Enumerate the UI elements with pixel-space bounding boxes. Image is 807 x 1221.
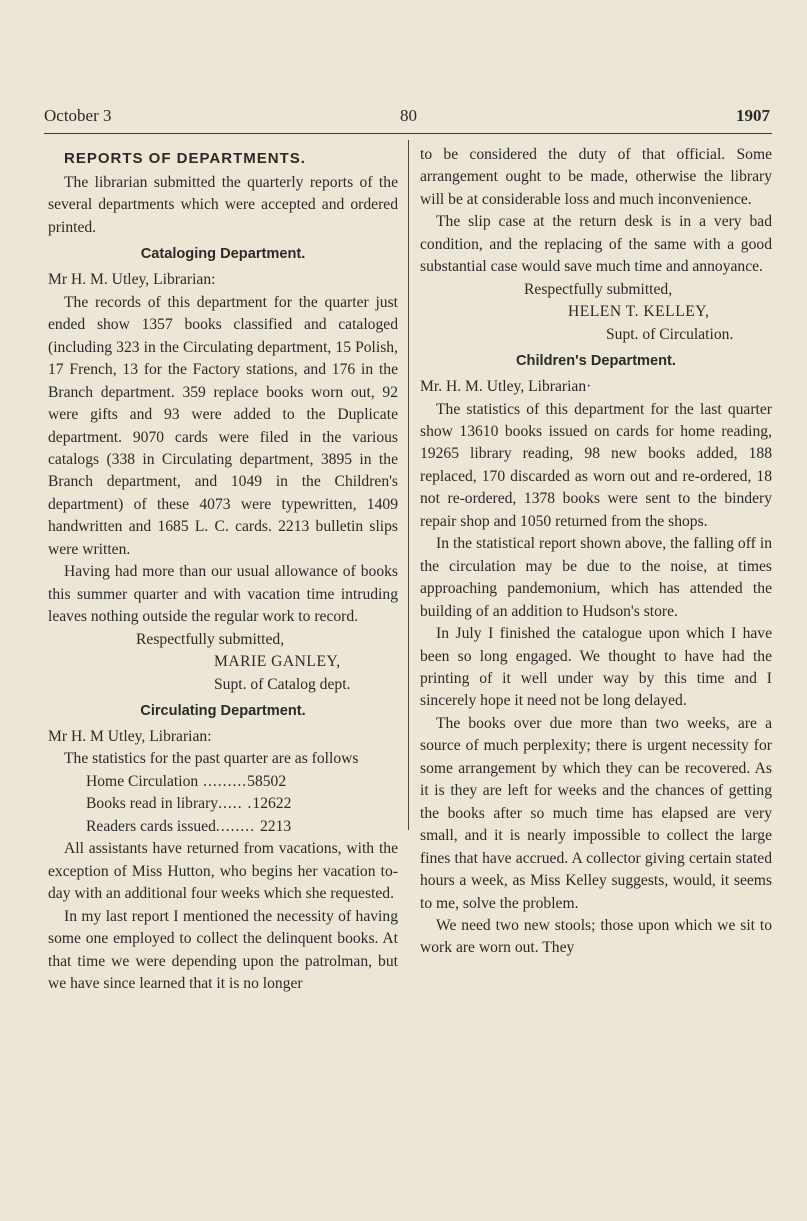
cataloging-signer-title: Supt. of Catalog dept. <box>214 675 351 693</box>
left-column <box>48 144 398 995</box>
page-header <box>44 104 770 132</box>
circulating-signer-title: Supt. of Circulation. <box>606 325 734 343</box>
circulating-signer: HELEN T. KELLEY, <box>568 303 710 321</box>
stats-leader: ..... . <box>218 795 253 813</box>
cataloging-dept-title: Cataloging Department. <box>140 246 306 263</box>
intro-paragraph: The librarian submitted the quarterly reports of the several departments which were accepted and ordered printed. <box>48 174 398 236</box>
stats-row <box>48 793 398 815</box>
cataloging-signer: MARIE GANLEY, <box>214 653 341 671</box>
childrens-paragraph-1: The statistics of this department for the last quarter show 13610 books issued on cards for home reading, 19265 library reading, 98 new books added, 188 replaced, 170 discarded as worn out and re-ordered, 18 not re-ordered, 1378 books were sent to the bindery repair shop and 1050 returned from the shops. <box>420 400 772 530</box>
circulating-addressee: Mr H. M Utley, Librarian: <box>48 727 212 745</box>
stats-leader: ........ <box>215 817 260 835</box>
right-column <box>420 144 772 960</box>
circulating-report-paragraph: In my last report I mentioned the necessity of having some one employed to collect the delinquent books. At that time we were depending upon the patrolman, but we have since learned that it is no longer <box>48 907 398 992</box>
childrens-paragraph-2: In the statistical report shown above, the falling off in the circulation may be due to the noise, at times approaching pandemonium, which has attended the building of an addition to Hudson's store. <box>420 535 772 620</box>
stats-value: 12622 <box>252 795 292 813</box>
childrens-addressee: Mr. H. M. Utley, Librarian· <box>420 378 592 396</box>
header-rule <box>44 133 772 134</box>
slip-case-paragraph: The slip case at the return desk is in a very bad condition, and the replacing of the same with a good substantial case would save much time and annoyance. <box>420 213 772 276</box>
childrens-dept-title: Children's Department. <box>516 353 676 370</box>
page-number: 80 <box>400 106 417 125</box>
circulating-closing: Respectfully submitted, <box>524 280 673 298</box>
cataloging-paragraph-1: The records of this department for the quarter just ended show 1357 books classified and cataloged (including 323 in the Circulating department, 15 Polish, 17 French, 13 for the Factory stations, and 176 in the Branch department. 359 replace books worn out, 92 were gifts and 93 were added to the Duplicate department. 9070 cards were filed in the various catalogs (338 in Circulating department, 3895 in the Branch department, and 1049 in the Children's department) of these 4073 were typewritten, 1409 handwritten and 1685 L. C. cards. 2213 bulletin slips were written. <box>48 293 398 558</box>
cataloging-closing: Respectfully submitted, <box>136 630 285 648</box>
stats-leader: ......... <box>198 772 248 790</box>
circulating-stats-intro: The statistics for the past quarter are as follows <box>64 750 359 768</box>
stats-row <box>48 771 398 793</box>
section-title: REPORTS OF DEPARTMENTS. <box>64 150 306 167</box>
stats-value: 2213 <box>260 817 292 835</box>
childrens-paragraph-3: In July I finished the catalogue upon which I have been so long engaged. We thought to have had the printing of it well under way by this time and I sincerely hope it need not be long delayed. <box>420 625 772 710</box>
stats-value: 58502 <box>247 772 287 790</box>
cataloging-addressee: Mr H. M. Utley, Librarian: <box>48 271 216 289</box>
childrens-paragraph-5: We need two new stools; those upon which we sit to work are worn out. They <box>420 916 772 957</box>
stats-row <box>48 816 398 838</box>
stats-label: Readers cards issued <box>86 817 216 835</box>
continuation-paragraph: to be considered the duty of that official. Some arrangement ought to be made, otherwise the library will be at considerable loss and much inconvenience. <box>420 146 772 208</box>
stats-label: Books read in library <box>86 795 219 813</box>
header-year: 1907 <box>736 106 770 125</box>
stats-label: Home Circulation <box>86 772 199 790</box>
circulating-dept-title: Circulating Department. <box>140 702 306 719</box>
circulating-assistants-paragraph: All assistants have returned from vacations, with the exception of Miss Hutton, who begins her vacation to-day with an additional four weeks which she requested. <box>48 840 398 903</box>
childrens-paragraph-4: The books over due more than two weeks, are a source of much perplexity; there is urgent necessity for some arrangement by which they can be recovered. As it is they are left for weeks and the chances of getting the books after so much time has elapsed are very small, and it is nearly impossible to collect the large fines that have accrued. A collector giving certain stated hours a week, as Miss Kelley suggests, would, it seems to me, solve the problem. <box>420 714 772 912</box>
header-date: October 3 <box>44 106 112 125</box>
column-divider <box>408 140 409 830</box>
cataloging-paragraph-2: Having had more than our usual allowance of books this summer quarter and with vacation time intruding leaves nothing outside the regular work to record. <box>48 563 398 626</box>
